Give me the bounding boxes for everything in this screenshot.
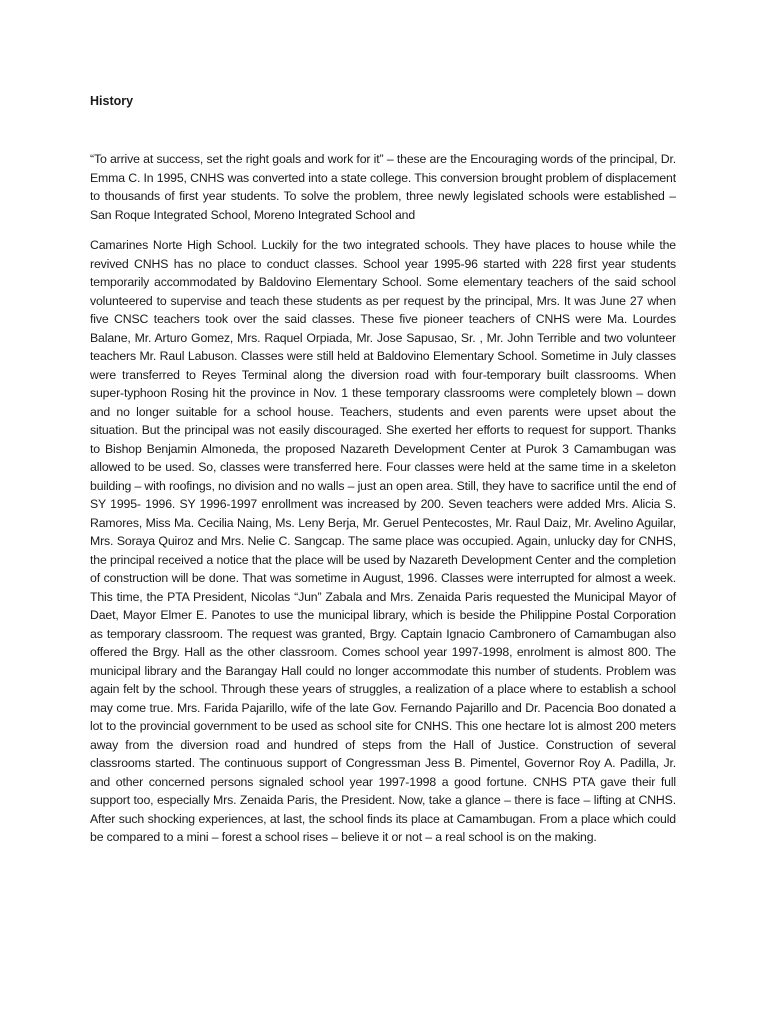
document-title: History — [90, 94, 134, 108]
paragraph-history-body: Camarines Norte High School. Luckily for the two integrated schools. They have places to house while the revived CNHS has no place to conduct classes. School year 1995-96 started with 228 first year students temporarily accommodated by Baldovino Elementary School. Some elementary teachers of the said school volunteered to supervise and teach these students as per request by the principal, Mrs. It was June 27 when five CNSC teachers took over the said classes. These five pioneer teachers of CNHS were Ma. Lourdes Balane, Mr. Arturo Gomez, Mrs. Raquel Orpiada, Mr. Jose Sapusao, Sr. , Mr. John Terrible and two volunteer teachers Mr. Raul Labuson. Classes were still held at Baldovino Elementary School. Sometime in July classes were transferred to Reyes Terminal along the diversion road with four-temporary built classrooms. When super-typhoon Rosing hit the province in Nov. 1 these temporary classrooms were completely blown – down and no longer suitable for a school house. Teachers, students and even parents were upset about the situation. But the principal was not easily discouraged. She exerted her efforts to request for support. Thanks to Bishop Benjamin Almoneda, the proposed Nazareth Development Center at Purok 3 Camambugan was allowed to be used. So, classes were transferred here. Four classes were held at the same time in a skeleton building – with roofings, no division and no walls – just an open area. Still, they have to sacrifice until the end of SY 1995- 1996. SY 1996-1997 enrollment was increased by 200. Seven teachers were added Mrs. Alicia S. Ramores, Miss Ma. Cecilia Naing, Ms. Leny Berja, Mr. Geruel Pentecostes, Mr. Raul Daiz, Mr. Avelino Aguilar, Mrs. Soraya Quiroz and Mrs. Nelie C. Sangcap. The same place was occupied. Again, unlucky day for CNHS, the principal received a notice that the place will be used by Nazareth Development Center and the completion of construction will be done. That was sometime in August, 1996. Classes were interrupted for almost a week. This time, the PTA President, Nicolas “Jun” Zabala and Mrs. Zenaida Paris requested the Municipal Mayor of Daet, Mayor Elmer E. Panotes to use the municipal library, which is beside the Philippine Postal Corporation as temporary classroom. The request was granted, Brgy. Captain Ignacio Cambronero of Camambugan also offered the Brgy. Hall as the other classroom. Comes school year 1997-1998, enrolment is almost 800. The municipal library and the Barangay Hall could no longer accommodate this number of students. Problem was again felt by the school. Through these years of struggles, a realization of a place where to establish a school may come true. Mrs. Farida Pajarillo, wife of the late Gov. Fernando Pajarillo and Dr. Pacencia Boo donated a lot to the provincial government to be used as school site for CNHS. This one hectare lot is almost 200 meters away from the diversion road and hundred of steps from the Hall of Justice. Construction of several classrooms started. The continuous support of Congressman Jess B. Pimentel, Governor Roy A. Padilla, Jr. and other concerned persons signaled school year 1997-1998 a good fortune. CNHS PTA gave their full support too, especially Mrs. Zenaida Paris, the President. Now, take a glance – there is face – lifting at CNHS. After such shocking experiences, at last, the school finds its place at Camambugan. From a place which could be compared to a mini – forest a school rises – believe it or not – a real school is on the making. — [90, 238, 676, 844]
paragraph-intro: “To arrive at success, set the right goals and work for it” – these are the Encouraging words of the principal, Dr. Emma C. In 1995, CNHS was converted into a state college. This conversion brought problem of displacement to thousands of first year students. To solve the problem, three newly legislated schools were established – San Roque Integrated School, Moreno Integrated School and — [90, 152, 676, 222]
